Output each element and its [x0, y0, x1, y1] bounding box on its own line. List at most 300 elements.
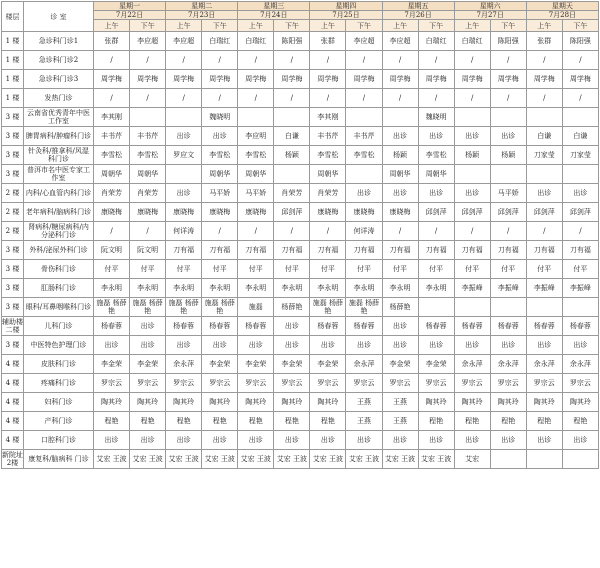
- doctor-cell: /: [310, 89, 346, 108]
- doctor-cell: [490, 165, 526, 184]
- doctor-cell: 付平: [310, 260, 346, 279]
- doctor-cell: 杨春蓉: [166, 317, 202, 336]
- doctor-cell: 白瑞红: [454, 32, 490, 51]
- pm-header: 下午: [490, 20, 526, 32]
- doctor-cell: /: [94, 51, 130, 70]
- floor-cell: 3 楼: [2, 241, 24, 260]
- doctor-cell: 杨薛艳: [274, 298, 310, 317]
- floor-cell: 4 楼: [2, 355, 24, 374]
- doctor-cell: 出诊: [526, 431, 562, 450]
- doctor-cell: 余永萍: [490, 355, 526, 374]
- doctor-cell: 李永明: [238, 279, 274, 298]
- doctor-cell: 余永萍: [526, 355, 562, 374]
- doctor-cell: /: [238, 222, 274, 241]
- doctor-cell: 施磊 杨薛艳: [310, 298, 346, 317]
- clinic-name-cell: 脾胃病科/肿瘤科门诊: [24, 127, 94, 146]
- doctor-cell: 李金荣: [418, 355, 454, 374]
- floor-cell: 3 楼: [2, 279, 24, 298]
- table-row: [2, 89, 599, 108]
- doctor-cell: 刀家莹: [526, 146, 562, 165]
- doctor-cell: /: [346, 51, 382, 70]
- clinic-column-header: 诊 室: [24, 2, 94, 32]
- doctor-cell: 杨春蓉: [490, 317, 526, 336]
- doctor-cell: 肖荣芳: [94, 184, 130, 203]
- doctor-cell: 李雪松: [238, 146, 274, 165]
- doctor-cell: [166, 108, 202, 127]
- doctor-cell: 杨春蓉: [454, 317, 490, 336]
- doctor-cell: 艾宏 王波: [166, 450, 202, 469]
- doctor-cell: 李永明: [166, 279, 202, 298]
- doctor-cell: 陶其玲: [562, 393, 598, 412]
- table-row: [2, 203, 599, 222]
- doctor-cell: [562, 165, 598, 184]
- doctor-cell: /: [382, 89, 418, 108]
- doctor-cell: 肖荣芳: [274, 184, 310, 203]
- doctor-cell: 出诊: [526, 336, 562, 355]
- day-header-sun: 星期天: [526, 2, 598, 11]
- doctor-cell: 邱剑萍: [526, 203, 562, 222]
- doctor-cell: 付平: [166, 260, 202, 279]
- doctor-cell: 程艳: [526, 412, 562, 431]
- doctor-cell: 罗宗云: [310, 374, 346, 393]
- doctor-cell: 出诊: [418, 431, 454, 450]
- doctor-cell: 出诊: [454, 431, 490, 450]
- doctor-cell: 李永明: [130, 279, 166, 298]
- doctor-cell: 出诊: [382, 336, 418, 355]
- doctor-cell: 周学梅: [454, 70, 490, 89]
- clinic-name-cell: 口腔科门诊: [24, 431, 94, 450]
- doctor-cell: 周学梅: [238, 70, 274, 89]
- doctor-cell: 丰书芹: [130, 127, 166, 146]
- pm-header: 下午: [346, 20, 382, 32]
- clinic-name-cell: 骨伤科门诊: [24, 260, 94, 279]
- table-row: [2, 393, 599, 412]
- am-header: 上午: [166, 20, 202, 32]
- doctor-cell: 程艳: [166, 412, 202, 431]
- doctor-cell: /: [310, 222, 346, 241]
- date-header-fri: 7月26日: [382, 11, 454, 20]
- doctor-cell: 杨颖: [490, 146, 526, 165]
- doctor-cell: /: [490, 89, 526, 108]
- doctor-cell: 罗应文: [166, 146, 202, 165]
- doctor-cell: 出诊: [130, 317, 166, 336]
- doctor-cell: 张群: [310, 32, 346, 51]
- doctor-cell: /: [454, 51, 490, 70]
- doctor-cell: [418, 298, 454, 317]
- doctor-cell: 施磊 杨薛艳: [94, 298, 130, 317]
- doctor-cell: /: [130, 89, 166, 108]
- doctor-cell: 程艳: [418, 412, 454, 431]
- clinic-name-cell: 内科/心血管内科门诊: [24, 184, 94, 203]
- date-header-sat: 7月27日: [454, 11, 526, 20]
- doctor-cell: 艾宏 王波: [202, 450, 238, 469]
- doctor-cell: 白瑞红: [418, 32, 454, 51]
- doctor-cell: 王燕: [346, 412, 382, 431]
- doctor-cell: 出诊: [346, 184, 382, 203]
- doctor-cell: [526, 165, 562, 184]
- doctor-cell: [238, 108, 274, 127]
- doctor-cell: 周学梅: [94, 70, 130, 89]
- am-header: 上午: [526, 20, 562, 32]
- doctor-cell: 丰书芹: [346, 127, 382, 146]
- table-row: [2, 184, 599, 203]
- doctor-cell: 出诊: [274, 317, 310, 336]
- pm-header: 下午: [130, 20, 166, 32]
- doctor-cell: 出诊: [418, 336, 454, 355]
- doctor-cell: 杨颖: [382, 146, 418, 165]
- doctor-cell: 邱剑萍: [418, 203, 454, 222]
- pm-header: 下午: [274, 20, 310, 32]
- doctor-cell: 艾宏 王波: [346, 450, 382, 469]
- doctor-cell: /: [418, 89, 454, 108]
- doctor-cell: [382, 108, 418, 127]
- doctor-cell: 出诊: [274, 336, 310, 355]
- doctor-cell: 陶其玲: [166, 393, 202, 412]
- am-header: 上午: [382, 20, 418, 32]
- doctor-cell: 李永明: [346, 279, 382, 298]
- doctor-cell: [562, 108, 598, 127]
- doctor-cell: 康晓梅: [202, 203, 238, 222]
- doctor-cell: 施磊 杨薛艳: [166, 298, 202, 317]
- floor-cell: 1 楼: [2, 89, 24, 108]
- doctor-cell: 出诊: [454, 127, 490, 146]
- doctor-cell: 杨颖: [454, 146, 490, 165]
- doctor-cell: /: [526, 51, 562, 70]
- doctor-cell: 康晓梅: [382, 203, 418, 222]
- doctor-cell: 杨春蓉: [310, 317, 346, 336]
- doctor-cell: 李应超: [166, 32, 202, 51]
- clinic-name-cell: 急诊科门诊3: [24, 70, 94, 89]
- doctor-cell: /: [382, 222, 418, 241]
- doctor-cell: 康晓梅: [238, 203, 274, 222]
- doctor-cell: 丰书芹: [94, 127, 130, 146]
- doctor-cell: 出诊: [130, 431, 166, 450]
- doctor-cell: 出诊: [490, 127, 526, 146]
- doctor-cell: 马平娇: [238, 184, 274, 203]
- doctor-cell: 艾宏 王波: [418, 450, 454, 469]
- doctor-cell: 李金荣: [202, 355, 238, 374]
- doctor-cell: 付平: [454, 260, 490, 279]
- doctor-cell: 周朝华: [418, 165, 454, 184]
- doctor-cell: /: [94, 89, 130, 108]
- doctor-cell: 丰书芹: [310, 127, 346, 146]
- clinic-name-cell: 皮肤科门诊: [24, 355, 94, 374]
- doctor-cell: 李金荣: [238, 355, 274, 374]
- clinic-name-cell: 儿科门诊: [24, 317, 94, 336]
- doctor-cell: 白瑞红: [238, 32, 274, 51]
- table-row: [2, 317, 599, 336]
- day-header-thu: 星期四: [310, 2, 382, 11]
- clinic-name-cell: 老年病科/脑病科门诊: [24, 203, 94, 222]
- doctor-cell: /: [274, 51, 310, 70]
- doctor-cell: 杨春蓉: [418, 317, 454, 336]
- doctor-cell: [490, 450, 526, 469]
- doctor-cell: 李振峰: [454, 279, 490, 298]
- doctor-cell: /: [454, 89, 490, 108]
- floor-cell: 2 楼: [2, 222, 24, 241]
- clinic-name-cell: 肛肠科门诊: [24, 279, 94, 298]
- table-row: [2, 279, 599, 298]
- table-row: [2, 108, 599, 127]
- doctor-cell: 康晓梅: [310, 203, 346, 222]
- floor-cell: 3 楼: [2, 336, 24, 355]
- doctor-cell: [526, 108, 562, 127]
- doctor-cell: /: [130, 222, 166, 241]
- clinic-name-cell: 中医特色护理门诊: [24, 336, 94, 355]
- doctor-cell: [274, 165, 310, 184]
- doctor-cell: 李应超: [346, 32, 382, 51]
- doctor-cell: 魏晓明: [418, 108, 454, 127]
- table-row: [2, 165, 599, 184]
- doctor-cell: 出诊: [382, 184, 418, 203]
- doctor-cell: /: [346, 89, 382, 108]
- doctor-cell: 程艳: [490, 412, 526, 431]
- doctor-cell: 李雪松: [94, 146, 130, 165]
- doctor-cell: 程艳: [202, 412, 238, 431]
- doctor-cell: 余永萍: [454, 355, 490, 374]
- doctor-cell: 李雪松: [418, 146, 454, 165]
- doctor-cell: 周朝华: [130, 165, 166, 184]
- doctor-cell: 王燕: [346, 393, 382, 412]
- doctor-cell: 李雪松: [202, 146, 238, 165]
- doctor-cell: 陈阳强: [490, 32, 526, 51]
- doctor-cell: 出诊: [562, 336, 598, 355]
- doctor-cell: 张群: [94, 32, 130, 51]
- doctor-cell: 出诊: [238, 431, 274, 450]
- doctor-cell: 周学梅: [166, 70, 202, 89]
- doctor-cell: 刀有福: [454, 241, 490, 260]
- clinic-name-cell: 急诊科门诊2: [24, 51, 94, 70]
- date-header-thu: 7月25日: [310, 11, 382, 20]
- am-header: 上午: [94, 20, 130, 32]
- doctor-cell: 艾宏 王波: [310, 450, 346, 469]
- doctor-cell: 出诊: [94, 336, 130, 355]
- clinic-name-cell: 产科门诊: [24, 412, 94, 431]
- doctor-cell: 出诊: [490, 336, 526, 355]
- doctor-cell: 王燕: [382, 412, 418, 431]
- doctor-cell: /: [274, 222, 310, 241]
- doctor-cell: /: [274, 89, 310, 108]
- doctor-cell: 出诊: [526, 184, 562, 203]
- doctor-cell: [562, 450, 598, 469]
- doctor-cell: 出诊: [166, 431, 202, 450]
- clinic-name-cell: 外科/泌尿外科门诊: [24, 241, 94, 260]
- doctor-cell: 李永明: [418, 279, 454, 298]
- doctor-cell: 出诊: [418, 127, 454, 146]
- table-row: [2, 431, 599, 450]
- table-row: [2, 146, 599, 165]
- doctor-cell: 刀有福: [310, 241, 346, 260]
- doctor-cell: 李金荣: [310, 355, 346, 374]
- doctor-cell: /: [526, 89, 562, 108]
- table-row: [2, 32, 599, 51]
- day-header-mon: 星期一: [94, 2, 166, 11]
- schedule-body: [2, 32, 599, 469]
- am-header: 上午: [238, 20, 274, 32]
- doctor-cell: 刀有福: [202, 241, 238, 260]
- floor-cell: 3 楼: [2, 127, 24, 146]
- doctor-cell: [454, 108, 490, 127]
- clinic-name-cell: 眼科/耳鼻咽喉科门诊: [24, 298, 94, 317]
- doctor-cell: 出诊: [562, 431, 598, 450]
- doctor-cell: 肖荣芳: [310, 184, 346, 203]
- doctor-cell: 周学梅: [310, 70, 346, 89]
- doctor-cell: 李金荣: [382, 355, 418, 374]
- header-row-days: [2, 2, 599, 11]
- doctor-cell: 康晓梅: [130, 203, 166, 222]
- doctor-cell: /: [166, 51, 202, 70]
- doctor-cell: 付平: [418, 260, 454, 279]
- table-row: [2, 336, 599, 355]
- doctor-cell: 陶其玲: [310, 393, 346, 412]
- doctor-cell: 出诊: [274, 431, 310, 450]
- doctor-cell: 程艳: [454, 412, 490, 431]
- doctor-cell: 李永明: [274, 279, 310, 298]
- doctor-cell: 出诊: [310, 336, 346, 355]
- doctor-cell: 杨春蓉: [346, 317, 382, 336]
- floor-cell: 2 楼: [2, 203, 24, 222]
- doctor-cell: 程艳: [94, 412, 130, 431]
- floor-cell: 新院址2楼: [2, 451, 23, 468]
- doctor-cell: 张群: [526, 32, 562, 51]
- doctor-cell: 出诊: [310, 431, 346, 450]
- pm-header: 下午: [562, 20, 598, 32]
- doctor-cell: 杨春蓉: [94, 317, 130, 336]
- clinic-name-cell: 发热门诊: [24, 89, 94, 108]
- doctor-cell: 周学梅: [490, 70, 526, 89]
- am-header: 上午: [454, 20, 490, 32]
- doctor-cell: 出诊: [382, 127, 418, 146]
- doctor-cell: 出诊: [562, 184, 598, 203]
- doctor-cell: 杨春蓉: [526, 317, 562, 336]
- doctor-cell: 陶其玲: [490, 393, 526, 412]
- doctor-cell: /: [526, 222, 562, 241]
- doctor-cell: /: [310, 51, 346, 70]
- doctor-cell: 杨春蓉: [238, 317, 274, 336]
- doctor-cell: 施磊 杨薛艳: [202, 298, 238, 317]
- am-header: 上午: [310, 20, 346, 32]
- doctor-cell: /: [418, 222, 454, 241]
- doctor-cell: 付平: [274, 260, 310, 279]
- doctor-cell: 陈阳强: [562, 32, 598, 51]
- clinic-name-cell: 妇科门诊: [24, 393, 94, 412]
- doctor-cell: 艾宏: [454, 450, 490, 469]
- doctor-cell: 白谦: [562, 127, 598, 146]
- doctor-cell: 周学梅: [274, 70, 310, 89]
- doctor-cell: 周学梅: [526, 70, 562, 89]
- date-header-tue: 7月23日: [166, 11, 238, 20]
- doctor-cell: [130, 108, 166, 127]
- doctor-cell: 罗宗云: [562, 374, 598, 393]
- doctor-cell: 刀有福: [346, 241, 382, 260]
- doctor-cell: /: [238, 51, 274, 70]
- floor-cell: 1 楼: [2, 32, 24, 51]
- day-header-wed: 星期三: [238, 2, 310, 11]
- doctor-cell: 李雪松: [346, 146, 382, 165]
- doctor-cell: 陶其玲: [94, 393, 130, 412]
- doctor-cell: 出诊: [382, 317, 418, 336]
- clinic-name-cell: 普洱市名中医专家工作室: [24, 165, 94, 184]
- doctor-cell: /: [202, 51, 238, 70]
- doctor-cell: 陶其玲: [130, 393, 166, 412]
- doctor-cell: 程艳: [274, 412, 310, 431]
- doctor-cell: 李永明: [310, 279, 346, 298]
- doctor-cell: 周学梅: [202, 70, 238, 89]
- floor-cell: 3 楼: [2, 165, 24, 184]
- doctor-cell: 付平: [490, 260, 526, 279]
- doctor-cell: [490, 108, 526, 127]
- floor-column-header: 楼层: [2, 2, 24, 32]
- doctor-cell: 出诊: [346, 336, 382, 355]
- doctor-cell: /: [454, 222, 490, 241]
- doctor-cell: 阮文明: [94, 241, 130, 260]
- doctor-cell: 李金荣: [94, 355, 130, 374]
- doctor-cell: 李其刚: [310, 108, 346, 127]
- doctor-cell: 罗宗云: [454, 374, 490, 393]
- doctor-cell: 艾宏 王波: [238, 450, 274, 469]
- doctor-cell: 肖荣芳: [130, 184, 166, 203]
- doctor-cell: 刀有福: [418, 241, 454, 260]
- doctor-cell: 陶其玲: [454, 393, 490, 412]
- doctor-cell: 康晓梅: [166, 203, 202, 222]
- doctor-cell: 李永明: [94, 279, 130, 298]
- table-row: [2, 374, 599, 393]
- doctor-cell: [562, 298, 598, 317]
- doctor-cell: 李应超: [130, 32, 166, 51]
- doctor-cell: 罗宗云: [238, 374, 274, 393]
- clinic-name-cell: 云南省优秀青年中医工作室: [24, 108, 94, 127]
- doctor-cell: [526, 298, 562, 317]
- doctor-cell: /: [562, 222, 598, 241]
- doctor-cell: 罗宗云: [526, 374, 562, 393]
- doctor-cell: 李振峰: [526, 279, 562, 298]
- doctor-cell: 付平: [382, 260, 418, 279]
- day-header-fri: 星期五: [382, 2, 454, 11]
- doctor-cell: /: [202, 89, 238, 108]
- doctor-cell: 艾宏 王波: [130, 450, 166, 469]
- doctor-cell: 程艳: [130, 412, 166, 431]
- floor-cell: 3 楼: [2, 298, 24, 317]
- doctor-cell: 白瑞红: [202, 32, 238, 51]
- doctor-cell: 马平娇: [490, 184, 526, 203]
- doctor-cell: 出诊: [166, 336, 202, 355]
- doctor-cell: [166, 165, 202, 184]
- doctor-cell: 施磊 杨薛艳: [130, 298, 166, 317]
- doctor-cell: 陶其玲: [526, 393, 562, 412]
- doctor-cell: 出诊: [166, 127, 202, 146]
- doctor-cell: 周学梅: [562, 70, 598, 89]
- doctor-cell: /: [130, 51, 166, 70]
- doctor-cell: 余永萍: [346, 355, 382, 374]
- doctor-cell: [526, 450, 562, 469]
- table-row: [2, 260, 599, 279]
- doctor-cell: 付平: [202, 260, 238, 279]
- doctor-cell: 付平: [562, 260, 598, 279]
- floor-cell: 1 楼: [2, 51, 24, 70]
- doctor-cell: 艾宏 王波: [274, 450, 310, 469]
- doctor-cell: 周朝华: [94, 165, 130, 184]
- floor-cell: 4 楼: [2, 393, 24, 412]
- doctor-cell: 陶其玲: [274, 393, 310, 412]
- doctor-cell: 何详涛: [166, 222, 202, 241]
- doctor-cell: 周朝华: [382, 165, 418, 184]
- table-row: [2, 70, 599, 89]
- clinic-name-cell: 疼痛科门诊: [24, 374, 94, 393]
- doctor-cell: 周朝华: [238, 165, 274, 184]
- doctor-cell: 付平: [94, 260, 130, 279]
- doctor-cell: 罗宗云: [94, 374, 130, 393]
- doctor-cell: 出诊: [94, 431, 130, 450]
